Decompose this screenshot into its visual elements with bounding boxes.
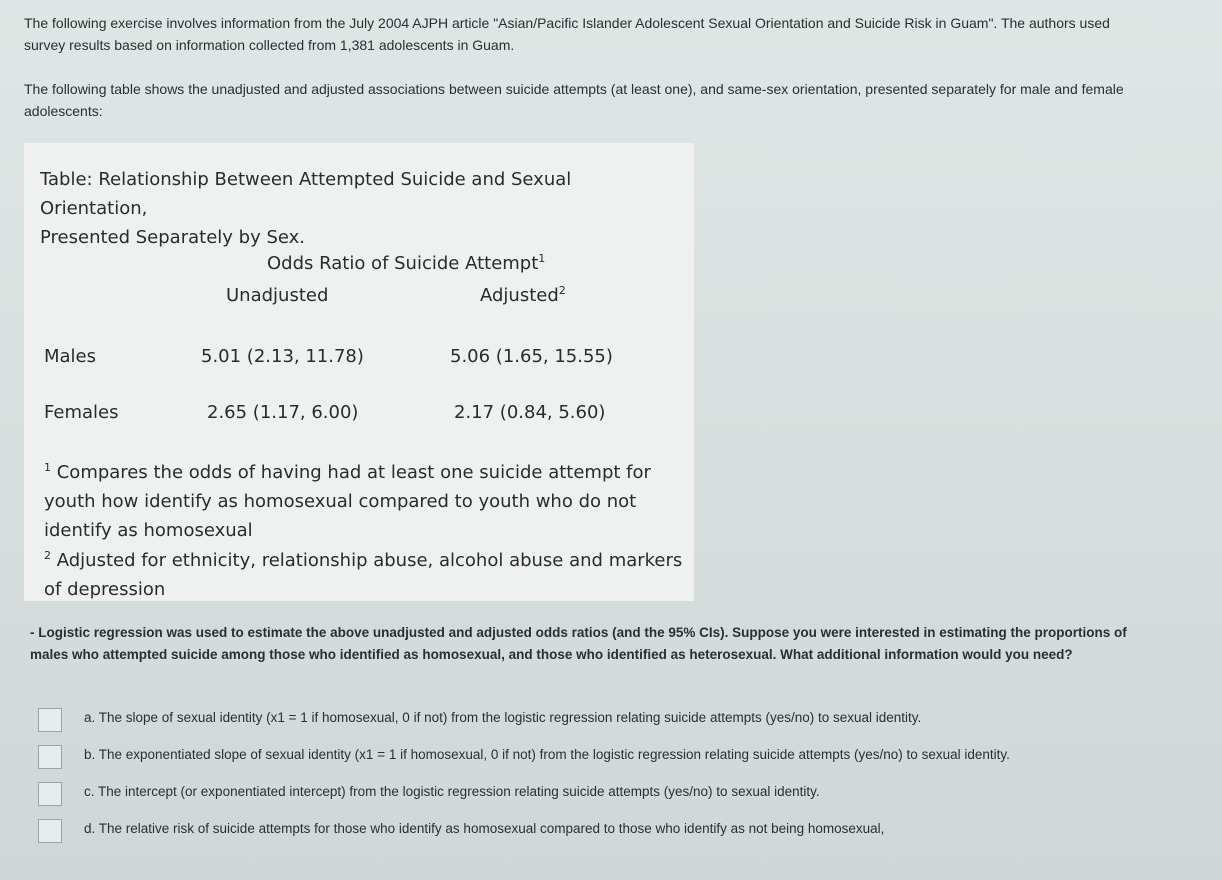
option-b-checkbox[interactable] [38, 745, 62, 769]
intro-paragraph-2: The following table shows the unadjusted and adjusted associations between suicide attempts (at least one), and same-sex orientation, presented separately for male and female adolescents: [24, 81, 1124, 119]
cell-males-unadjusted: 5.01 (2.13, 11.78) [201, 346, 364, 367]
option-b-label[interactable]: b. The exponentiated slope of sexual identity (x1 = 1 if homosexual, 0 if not) from the logistic regression relating suicide attempts (yes/no) to sexual identity. [84, 747, 1010, 762]
odds-ratio-header-text: Odds Ratio of Suicide Attempt [267, 253, 539, 274]
option-c-label[interactable]: c. The intercept (or exponentiated intercept) from the logistic regression relating suicide attempts (yes/no) to sexual identity. [84, 784, 820, 799]
table-title-line-1: Table: Relationship Between Attempted Suicide and Sexual Orientation, [40, 169, 572, 219]
option-d-label[interactable]: d. The relative risk of suicide attempts for those who identify as homosexual compared to those who identify as not being homosexual, [84, 821, 885, 836]
option-d-checkbox[interactable] [38, 819, 62, 843]
table-title [40, 165, 680, 252]
option-a-label[interactable]: a. The slope of sexual identity (x1 = 1 if homosexual, 0 if not) from the logistic regression relating suicide attempts (yes/no) to sexual identity. [84, 710, 922, 725]
option-a-checkbox[interactable] [38, 708, 62, 732]
odds-ratio-header [267, 253, 545, 274]
cell-males-adjusted: 5.06 (1.65, 15.55) [450, 346, 613, 367]
option-c[interactable] [38, 780, 1178, 817]
intro-text [24, 12, 1144, 144]
footnote-1-marker: 1 [44, 461, 51, 474]
footnote-1 [44, 458, 689, 545]
question-text: - Logistic regression was used to estimate the above unadjusted and adjusted odds ratios (and the 95% CIs). Suppose you were interested in estimating the proportions of males who attempted suicide among those who identified as homosexual, and those who identified as heterosexual. What additional information would you need? [30, 625, 1127, 662]
footnote-ref-2: 2 [558, 284, 566, 297]
footnote-2-text: Adjusted for ethnicity, relationship abuse, alcohol abuse and markers of depression [44, 550, 683, 600]
option-a[interactable] [38, 706, 1178, 743]
footnote-2 [44, 546, 689, 604]
table-title-line-2: Presented Separately by Sex. [40, 227, 306, 248]
option-c-checkbox[interactable] [38, 782, 62, 806]
footnote-2-marker: 2 [44, 549, 51, 562]
table-footnotes [44, 458, 689, 605]
footnote-ref-1: 1 [538, 252, 546, 265]
cell-females-adjusted: 2.17 (0.84, 5.60) [454, 402, 606, 423]
odds-ratio-table-figure [24, 143, 694, 601]
answer-options [38, 706, 1178, 854]
row-label-females: Females [44, 402, 119, 423]
option-d[interactable] [38, 817, 1178, 854]
option-b[interactable] [38, 743, 1178, 780]
column-header-adjusted-text: Adjusted [480, 285, 559, 306]
intro-paragraph-1: The following exercise involves information from the July 2004 AJPH article "Asian/Pacific Islander Adolescent Sexual Orientation and Suicide Risk in Guam". The authors used survey results based on information collected from 1,381 adolescents in Guam. [24, 15, 1110, 53]
cell-females-unadjusted: 2.65 (1.17, 6.00) [207, 402, 359, 423]
footnote-1-text: Compares the odds of having had at least one suicide attempt for youth how identify as homosexual compared to youth who do not identify as homosexual [44, 462, 651, 541]
column-header-unadjusted: Unadjusted [226, 285, 329, 306]
row-label-males: Males [44, 346, 97, 367]
column-header-adjusted [480, 285, 566, 306]
